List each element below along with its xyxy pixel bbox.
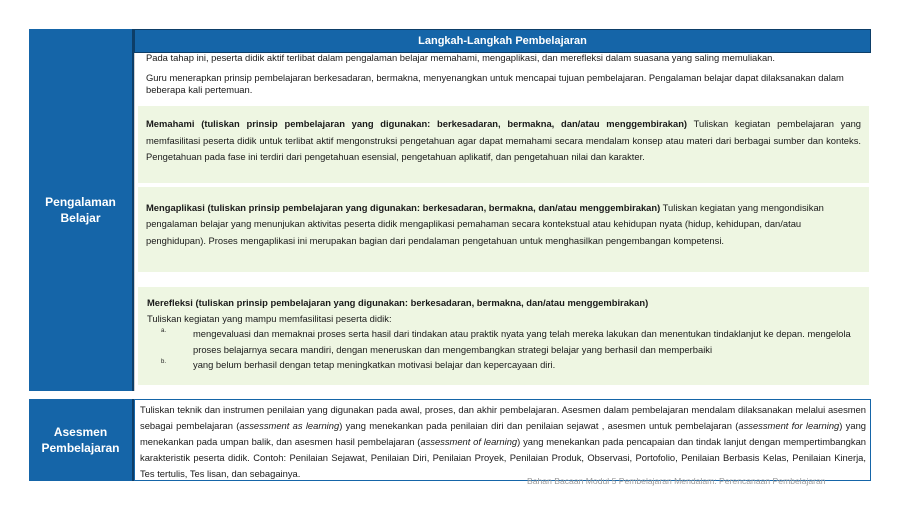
list-item (147, 357, 861, 373)
asesmen-text-4: ) yang menekankan pada pencapaian dan tindak lanjut dengan mempertimbangkan karakteristik peserta didik. Contoh: Penilaian Sejawat, Penilaian Diri, Penilaian Proyek, Penilaian Produk, Observasi, Portofolio, Penilaian Berbasis Kelas, Penilaian Kinerja, Tes tertulis, Tes lisan, dan sebagainya. (140, 436, 866, 479)
asesmen-term-of: assessment of learning (420, 436, 518, 447)
intro-paragraph-1: Pada tahap ini, peserta didik aktif terlibat dalam pengalaman belajar memahami, mengaplikasi, dan merefleksi dalam suasana yang saling memuliakan. (146, 52, 775, 63)
asesmen-text-2: ) yang menekankan pada penilaian diri dan penilaian sejawat , asesmen untuk pembelajaran ( (339, 420, 739, 431)
sidebar-label-asesmen: Asesmen Pembelajaran (41, 425, 120, 455)
mengaplikasi-body: Tuliskan kegiatan yang mengondisikan pengalaman belajar yang menunjukan aktivitas peserta didik mengaplikasi pemahaman secara kontekstual atau kehidupan nyata (hidup, kehidupan, dan/atau penghidupan). Proses mengaplikasi ini merupakan bagian dari pendalaman pengetahuan untuk menghasilkan pengembangan kompetensi. (146, 202, 824, 246)
list-item (147, 326, 861, 357)
list-item-text: mengevaluasi dan memaknai proses serta hasil dari tindakan atau praktik nyata yang telah mereka lakukan dan menentukan tindaklanjut ke depan. mengelola proses belajarnya secara mandiri, dengan meneruskan dan mengembangkan strategi belajar yang berhasil dan memperbaiki (193, 328, 851, 355)
section-header (134, 29, 871, 53)
sidebar-asesmen-pembelajaran (29, 399, 134, 481)
sidebar-label-pengalaman: Pengalaman Belajar (45, 195, 116, 225)
asesmen-text-1: Tuliskan teknik dan instrumen penilaian yang digunakan pada awal, proses, dan akhir pembelajaran. Asesmen dalam pembelajaran mendalam dilaksanakan melalui asesmen sebagai pembelajaran ( (140, 404, 866, 431)
divider (134, 53, 135, 391)
mengaplikasi-heading: Mengaplikasi (tuliskan prinsip pembelajaran yang digunakan: berkesadaran, bermakna, dan/atau menggembirakan) (146, 202, 661, 213)
asesmen-text-3: ) yang menekankan pada umpan balik, dan asesmen hasil pembelajaran ( (140, 420, 866, 447)
footer-caption: Bahan Bacaan Modul 5 Pembelajaran Mendalam: Perencanaan Pembelajaran (527, 476, 826, 486)
card-memahami (138, 106, 869, 183)
memahami-body: Tuliskan kegiatan pembelajaran yang memfasilitasi peserta didik untuk terlibat aktif mengonstruksi pengetahuan agar dapat memahami secara mendalam konsep atau materi dari berbagai sumber dan konteks. Pengetahuan pada fase ini terdiri dari pengetahuan esensial, pengetahuan aplikatif, dan pengetahuan nilai dan karakter. (146, 118, 861, 162)
merefleksi-heading: Merefleksi (tuliskan prinsip pembelajaran yang digunakan: berkesadaran, bermakna, dan/atau menggembirakan) (147, 297, 649, 308)
list-marker: a. (161, 328, 167, 334)
memahami-heading: Memahami (tuliskan prinsip pembelajaran yang digunakan: berkesadaran, bermakna, dan/atau menggembirakan) (146, 118, 688, 129)
header-title: Langkah-Langkah Pembelajaran (418, 35, 587, 47)
list-item-text: yang belum berhasil dengan tetap meningkatkan motivasi belajar dan kepercayaan diri. (193, 359, 556, 370)
sidebar-pengalaman-belajar (29, 29, 134, 391)
asesmen-term-as: assessment as learning (239, 420, 340, 431)
card-mengaplikasi (138, 187, 869, 272)
list-marker: b. (161, 359, 167, 365)
intro-paragraph-2: Guru menerapkan prinsip pembelajaran berkesadaran, bermakna, menyenangkan untuk mencapai tujuan pembelajaran. Pengalaman belajar dapat dilaksanakan dalam beberapa kali pertemuan. (146, 72, 844, 95)
asesmen-box (134, 399, 871, 481)
merefleksi-intro: Tuliskan kegiatan yang mampu memfasilitasi peserta didik: (147, 312, 392, 324)
merefleksi-list (147, 326, 861, 373)
asesmen-term-for: assessment for learning (738, 420, 840, 431)
card-merefleksi (138, 287, 869, 385)
